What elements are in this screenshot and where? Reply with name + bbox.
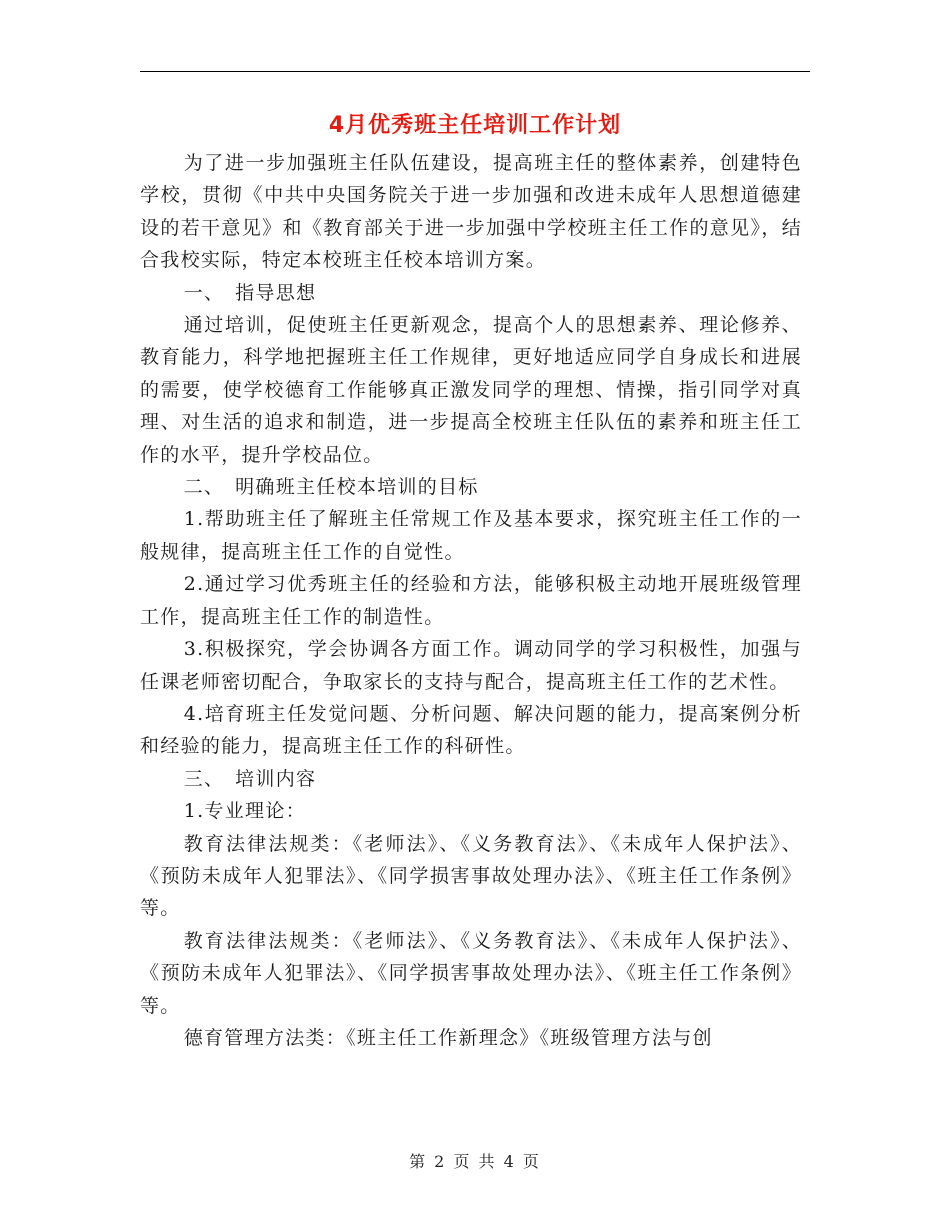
paragraph-guiding-thought: 通过培训，促使班主任更新观念，提高个人的思想素养、理论修养、教育能力，科学地把握班主任工作规律，更好地适应同学自身成长和进展的需要，使学校德育工作能够真正激发同学的理想、情操，指引同学对真理、对生活的追求和制造，进一步提高全校班主任队伍的素养和班主任工作的水平，提升学校品位。 xyxy=(140,314,802,466)
paragraph-goal-2: 2.通过学习优秀班主任的经验和方法，能够积极主动地开展班级管理工作，提高班主任工作的制造性。 xyxy=(140,573,802,628)
paragraph-laws-2: 教育法律法规类：《老师法》、《义务教育法》、《未成年人保护法》、《预防未成年人犯罪法》、《同学损害事故处理办法》、《班主任工作条例》等。 xyxy=(140,929,802,1017)
paragraph-laws-1: 教育法律法规类：《老师法》、《义务教育法》、《未成年人保护法》、《预防未成年人犯罪法》、《同学损害事故处理办法》、《班主任工作条例》等。 xyxy=(140,832,802,920)
paragraph-goal-4: 4.培育班主任发觉问题、分析问题、解决问题的能力，提高案例分析和经验的能力，提高班主任工作的科研性。 xyxy=(140,702,802,758)
heading-training-goals: 二、 明确班主任校本培训的目标 xyxy=(183,476,479,499)
document-title: 4月优秀班主任培训工作计划 xyxy=(328,113,622,138)
document-body xyxy=(140,147,802,1054)
heading-training-content: 三、 培训内容 xyxy=(183,767,317,790)
paragraph-moral-management: 德育管理方法类：《班主任工作新理念》《班级管理方法与创 xyxy=(183,1026,713,1049)
page-number: 第 2 页 共 4 页 xyxy=(409,1152,541,1171)
paragraph-intro: 为了进一步加强班主任队伍建设，提高班主任的整体素养，创建特色学校，贯彻《中共中央国务院关于进一步加强和改进未成年人思想道德建设的若干意见》和《教育部关于进一步加强中学校班主任工作的意见》，结合我校实际，特定本校班主任校本培训方案。 xyxy=(140,152,802,272)
heading-guiding-thought: 一、 指导思想 xyxy=(183,281,317,304)
header-rule xyxy=(140,71,810,72)
paragraph-goal-3: 3.积极探究，学会协调各方面工作。调动同学的学习积极性，加强与任课老师密切配合，争取家长的支持与配合，提高班主任工作的艺术性。 xyxy=(140,638,802,693)
paragraph-goal-1: 1.帮助班主任了解班主任常规工作及基本要求，探究班主任工作的一般规律，提高班主任工作的自觉性。 xyxy=(140,508,802,563)
paragraph-professional-theory: 1.专业理论： xyxy=(183,800,306,823)
